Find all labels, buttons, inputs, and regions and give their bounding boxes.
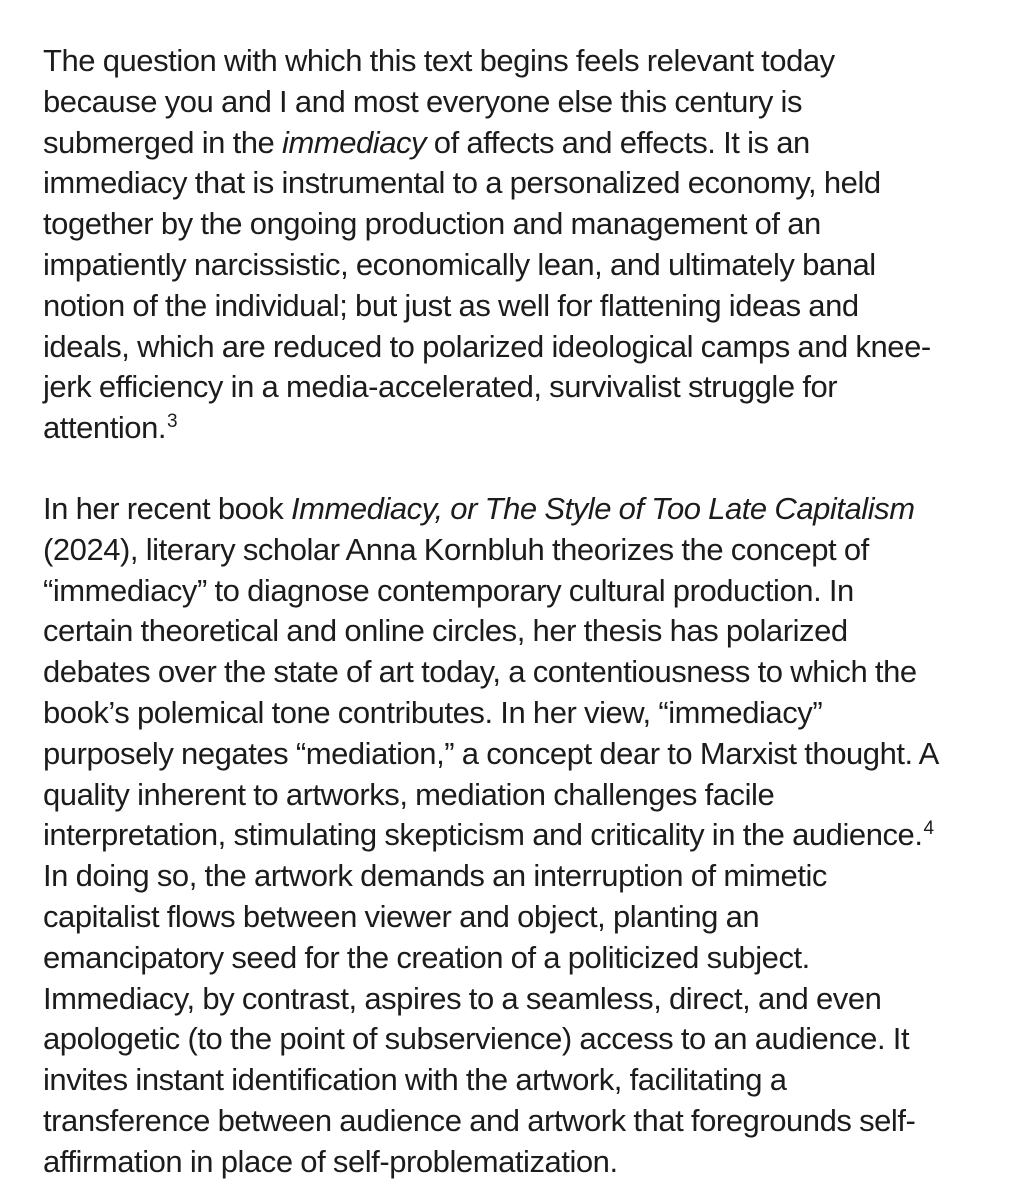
- text-line: book’s polemical tone contributes. In her view, “immediacy”: [43, 694, 823, 730]
- text-line: purposely negates “mediation,” a concept dear to Marxist thought. A: [43, 735, 939, 771]
- text-run: interpretation, stimulating skepticism and criticality in the audience.: [43, 817, 923, 853]
- text-line: because you and I and most everyone else this century is: [43, 83, 803, 119]
- text-run: of affects and effects. It is an: [426, 124, 810, 160]
- text-line: impatiently narcissistic, economically lean, and ultimately banal: [43, 246, 876, 282]
- text-line: “immediacy” to diagnose contemporary cultural production. In: [43, 572, 854, 608]
- text-line: debates over the state of art today, a contentiousness to which the: [43, 654, 917, 690]
- text-line: together by the ongoing production and management of an: [43, 206, 821, 242]
- text-line: certain theoretical and online circles, her thesis has polarized: [43, 613, 848, 649]
- text-line: notion of the individual; but just as well for flattening ideas and: [43, 287, 859, 323]
- text-line: affirmation in place of self-problematization.: [43, 1143, 618, 1179]
- paragraph-1: [43, 41, 996, 449]
- text-line: In doing so, the artwork demands an interruption of mimetic: [43, 858, 827, 894]
- footnote-marker[interactable]: 4: [923, 818, 935, 840]
- text-line: The question with which this text begins feels relevant today: [43, 43, 835, 78]
- text-run: In her recent book: [43, 490, 291, 526]
- text-line: ideals, which are reduced to polarized ideological camps and knee-: [43, 328, 931, 364]
- text-line: [43, 123, 996, 164]
- text-line: jerk efficiency in a media-accelerated, survivalist struggle for: [43, 369, 838, 405]
- text-line: capitalist flows between viewer and object, planting an: [43, 898, 760, 934]
- italic-term: immediacy: [282, 124, 427, 160]
- text-line: [43, 408, 996, 449]
- text-line: [43, 489, 996, 530]
- text-line: emancipatory seed for the creation of a politicized subject.: [43, 939, 810, 975]
- text-line: [43, 815, 996, 856]
- footnote-marker[interactable]: 3: [167, 411, 178, 433]
- text-run: attention.: [43, 410, 167, 446]
- text-line: quality inherent to artworks, mediation challenges facile: [43, 776, 775, 812]
- text-line: (2024), literary scholar Anna Kornbluh theorizes the concept of: [43, 531, 869, 567]
- text-line: Immediacy, by contrast, aspires to a seamless, direct, and even: [43, 980, 882, 1016]
- book-title: Immediacy, or The Style of Too Late Capitalism: [290, 490, 915, 526]
- text-line: apologetic (to the point of subservience) access to an audience. It: [43, 1021, 910, 1057]
- text-run: submerged in the: [43, 124, 283, 160]
- text-line: invites instant identification with the artwork, facilitating a: [43, 1062, 787, 1098]
- text-line: immediacy that is instrumental to a personalized economy, held: [43, 165, 881, 201]
- paragraph-2: [43, 489, 996, 1183]
- text-line: transference between audience and artwork that foregrounds self-: [43, 1102, 916, 1138]
